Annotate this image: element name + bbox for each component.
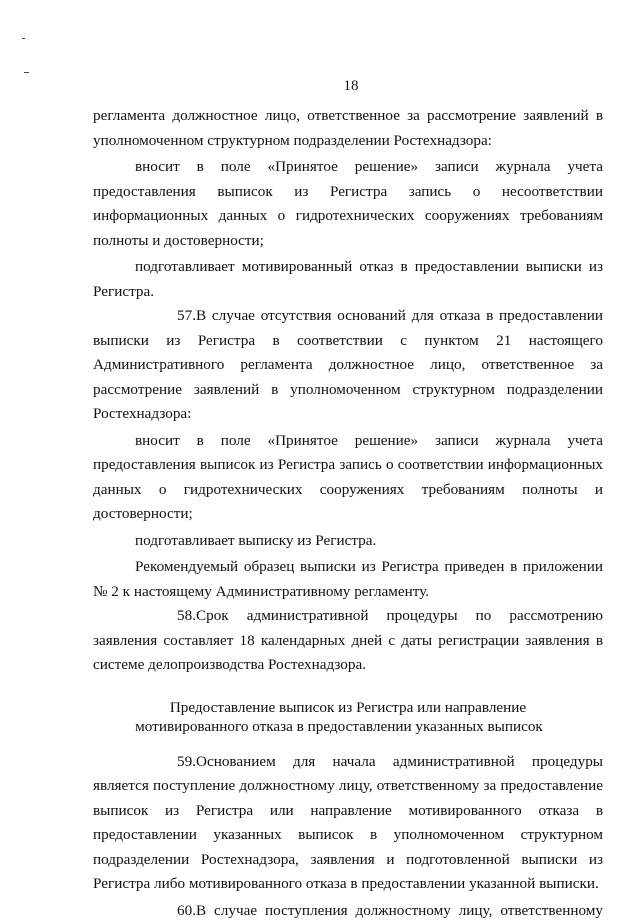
paragraph-number: 60.	[135, 899, 196, 923]
paragraph-number: 59.	[135, 750, 196, 775]
section-heading-line-1: Предоставление выписок из Регистра или направление	[93, 698, 603, 717]
scan-margin-mark	[24, 72, 29, 73]
paragraph: регламента должностное лицо, ответственное за рассмотрение заявлений в уполномоченном структурном подразделении Ростехнадзора:	[93, 104, 603, 153]
paragraph-numbered: 58.Срок административной процедуры по рассмотрению заявления составляет 18 календарных дней с даты регистрации заявления в системе делопроизводства Ростехнадзора.	[93, 604, 603, 678]
section-heading-line-2: мотивированного отказа в предоставлении указанных выписок	[93, 717, 603, 736]
paragraph: подготавливает выписку из Регистра.	[93, 529, 603, 554]
page-number: 18	[0, 78, 640, 95]
document-body	[93, 104, 603, 923]
paragraph-numbered: 60.В случае поступления должностному лицу, ответственному	[93, 899, 603, 923]
paragraph-numbered: 59.Основанием для начала административной процедуры является поступление должностному лицу, ответственному за предоставление выписок из Регистра или направление мотивированного отказа в предоставлении указанных выписок в уполномоченном структурном подразделении Ростехнадзора, заявления и подготовленной выписки из Регистра либо мотивированного отказа в предоставлении указанной выписки.	[93, 750, 603, 897]
paragraph: подготавливает мотивированный отказ в предоставлении выписки из Регистра.	[93, 255, 603, 304]
paragraph-number: 57.	[135, 304, 196, 329]
paragraph: вносит в поле «Принятое решение» записи журнала учета предоставления выписок из Регистра запись о соответствии информационных данных о гидротехнических сооружениях требованиям полноты и достоверности;	[93, 429, 603, 527]
scan-margin-mark	[22, 38, 25, 39]
paragraph-number: 58.	[135, 604, 196, 629]
paragraph: вносит в поле «Принятое решение» записи журнала учета предоставления выписок из Регистра запись о несоответствии информационных данных о гидротехнических сооружениях требованиям полноты и достоверности;	[93, 155, 603, 253]
paragraph: Рекомендуемый образец выписки из Регистра приведен в приложении № 2 к настоящему Административному регламенту.	[93, 555, 603, 604]
section-heading	[93, 698, 603, 736]
paragraph-numbered: 57.В случае отсутствия оснований для отказа в предоставлении выписки из Регистра в соответствии с пунктом 21 настоящего Административного регламента должностное лицо, ответственное за рассмотрение заявлений в уполномоченном структурном подразделении Ростехнадзора:	[93, 304, 603, 427]
